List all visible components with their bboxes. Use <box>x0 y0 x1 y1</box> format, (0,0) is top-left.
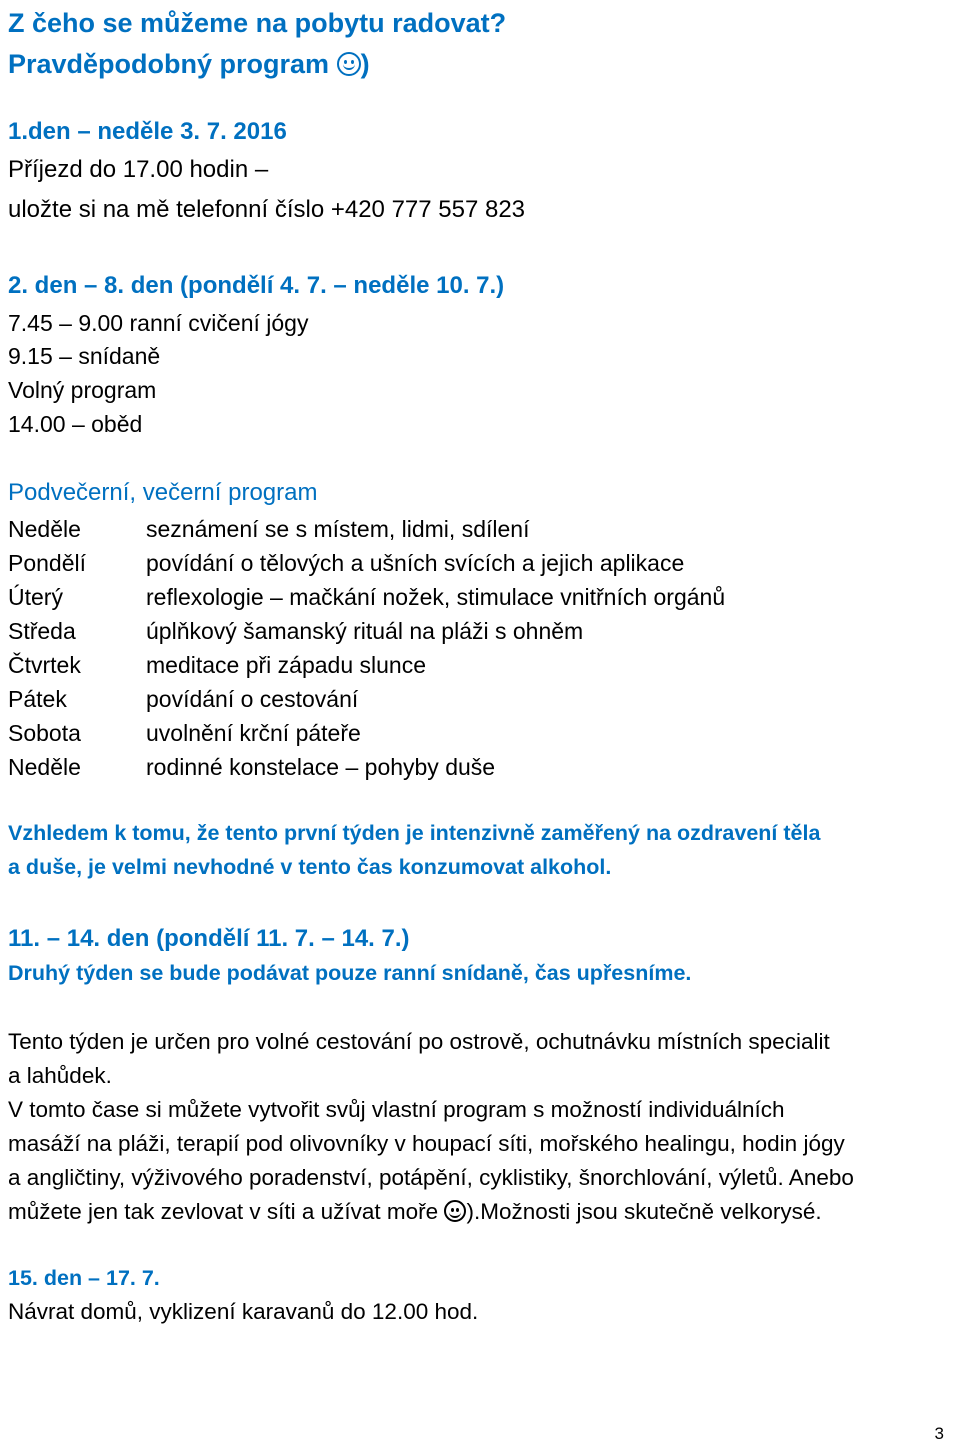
evening-day: Úterý <box>8 584 63 610</box>
para2-line: masáží na pláži, terapií pod olivovníky v houpací síti, mořského healingu, hodin jógy <box>8 1131 845 1156</box>
schedule-item: 7.45 – 9.00 ranní cvičení jógy <box>8 310 309 336</box>
evening-activity: povídání o tělových a ušních svících a jejich aplikace <box>146 550 685 576</box>
day1-arrival: Příjezd do 17.00 hodin – <box>8 156 269 183</box>
para2-line4-start: můžete jen tak zevlovat v síti a užívat moře <box>8 1199 439 1224</box>
evening-day: Čtvrtek <box>8 652 81 678</box>
smiley-face-icon <box>444 1200 466 1222</box>
para2-line: a angličtiny, výživového poradenství, potápění, cyklistiky, šnorchlování, výletů. Anebo <box>8 1165 854 1190</box>
para1-line: a lahůdek. <box>8 1063 112 1088</box>
evening-day: Pondělí <box>8 550 87 576</box>
program-subtitle <box>8 51 370 78</box>
schedule-item: 9.15 – snídaně <box>8 343 161 369</box>
evening-activity: rodinné konstelace – pohyby duše <box>146 754 496 780</box>
page-number: 3 <box>934 1424 944 1443</box>
schedule-item: 14.00 – oběd <box>8 411 143 437</box>
evening-heading: Podvečerní, večerní program <box>8 479 318 506</box>
days2to8-heading: 2. den – 8. den (pondělí 4. 7. – neděle 10. 7.) <box>8 272 505 299</box>
page-title: Z čeho se můžeme na pobytu radovat? <box>8 8 507 38</box>
evening-activity: povídání o cestování <box>146 686 359 712</box>
day15-heading: 15. den – 17. 7. <box>8 1266 160 1290</box>
evening-day: Pátek <box>8 686 67 712</box>
day1-heading: 1.den – neděle 3. 7. 2016 <box>8 118 287 145</box>
smiley-face-icon <box>337 52 361 76</box>
program-subtitle-text: Pravděpodobný program <box>8 49 330 79</box>
schedule-item: Volný program <box>8 377 157 403</box>
evening-activity: seznámení se s místem, lidmi, sdílení <box>146 516 530 542</box>
days11to14-subheading: Druhý týden se bude podávat pouze ranní snídaně, čas upřesníme. <box>8 961 692 985</box>
evening-activity: úplňkový šamanský rituál na pláži s ohněm <box>146 618 584 644</box>
evening-activity: reflexologie – mačkání nožek, stimulace vnitřních orgánů <box>146 584 726 610</box>
day1-phone: uložte si na mě telefonní číslo +420 777 557 823 <box>8 196 526 223</box>
program-subtitle-suffix: ) <box>360 49 370 79</box>
evening-day: Neděle <box>8 754 81 780</box>
evening-day: Sobota <box>8 720 81 746</box>
para2-line4-end: ).Možnosti jsou skutečně velkorysé. <box>466 1199 822 1224</box>
para1-line: Tento týden je určen pro volné cestování po ostrově, ochutnávku místních specialit <box>8 1029 830 1054</box>
day15-text: Návrat domů, vyklizení karavanů do 12.00 hod. <box>8 1299 479 1324</box>
days11to14-heading: 11. – 14. den (pondělí 11. 7. – 14. 7.) <box>8 925 410 952</box>
para2-line-last <box>8 1200 822 1224</box>
alcohol-notice-line1: Vzhledem k tomu, že tento první týden je intenzivně zaměřený na ozdravení těla <box>8 821 821 845</box>
evening-activity: uvolnění krční páteře <box>146 720 361 746</box>
alcohol-notice-line2: a duše, je velmi nevhodné v tento čas konzumovat alkohol. <box>8 855 612 879</box>
evening-day: Středa <box>8 618 76 644</box>
para2-line: V tomto čase si můžete vytvořit svůj vlastní program s možností individuálních <box>8 1097 785 1122</box>
evening-activity: meditace při západu slunce <box>146 652 426 678</box>
evening-day: Neděle <box>8 516 81 542</box>
